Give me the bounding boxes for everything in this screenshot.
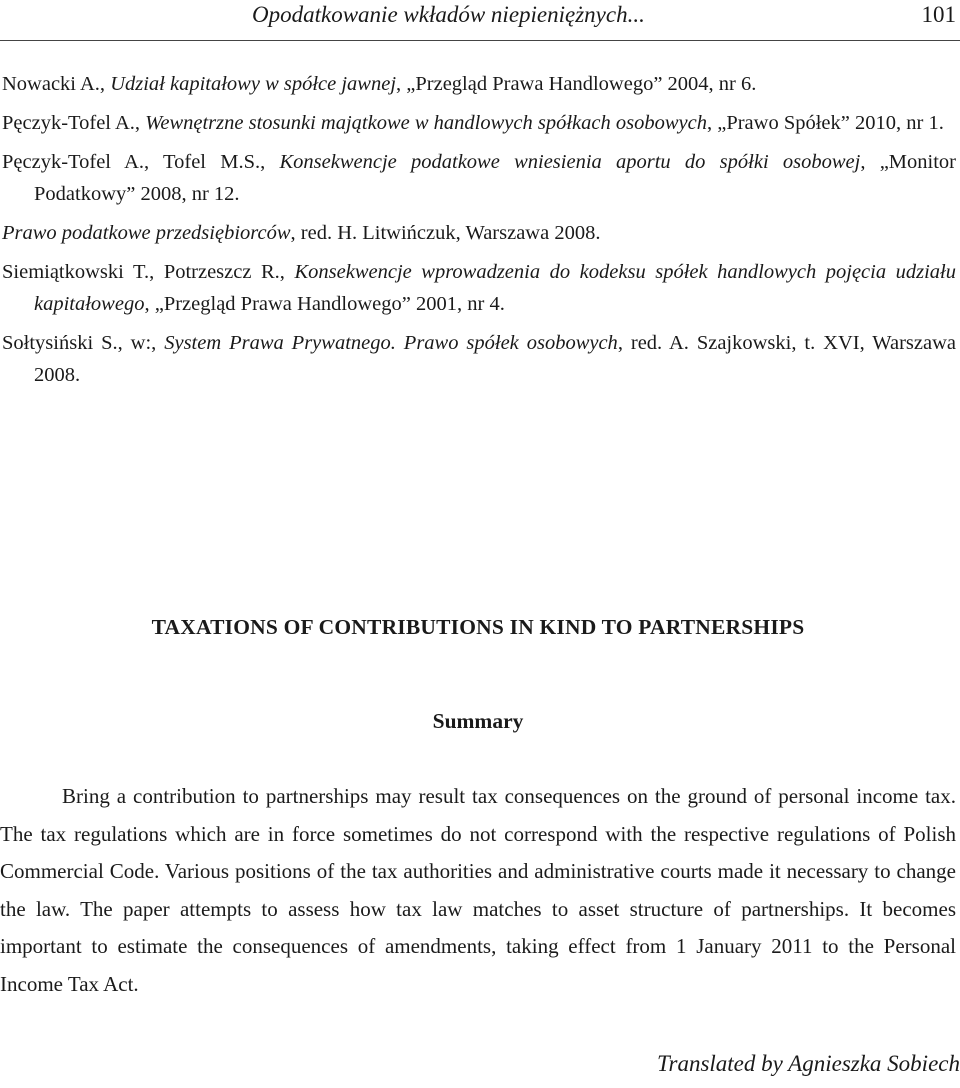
reference-title: Konsekwencje podatkowe wniesienia aportu do spółki osobowej [279,151,861,173]
reference-entry [0,256,956,320]
reference-author: Sołtysiński S., w:, [2,332,165,354]
reference-details: , „Przegląd Prawa Handlowego” 2001, nr 4. [144,293,505,315]
reference-title: System Prawa Prywatnego. Prawo spółek osobowych [164,332,618,354]
reference-title: Konsekwencje wprowadzenia do kodeksu spółek handlowych pojęcia udziału kapitałowego [34,261,956,315]
page-number: 101 [921,2,956,27]
reference-entry [0,146,956,210]
reference-author: Siemiątkowski T., Potrzeszcz R., [2,261,295,283]
reference-title: Udział kapitałowy w spółce jawnej [110,73,397,95]
running-title: Opodatkowanie wkładów niepieniężnych... [252,2,645,27]
summary-heading: Summary [432,709,524,733]
summary-title: TAXATIONS OF CONTRIBUTIONS IN KIND TO PARTNERSHIPS [151,615,805,639]
reference-title: Wewnętrzne stosunki majątkowe w handlowych spółkach osobowych [145,112,707,134]
running-header [0,0,960,41]
translator-credit: Translated by Agnieszka Sobiech [656,1051,960,1076]
reference-title: Prawo podatkowe przedsiębiorców [2,222,291,244]
reference-details: , red. A. Szajkowski, t. XVI, Warszawa 2008. [34,332,956,386]
reference-details: , red. H. Litwińczuk, Warszawa 2008. [290,222,601,244]
reference-author: Nowacki A., [2,73,111,95]
reference-author: Pęczyk-Tofel A., Tofel M.S., [2,151,280,173]
bibliography [0,68,956,398]
summary-body: Bring a contribution to partnerships may result tax consequences on the ground of personal income tax. The tax regulations which are in force sometimes do not correspond with the respective regulations of Polish Commercial Code. Various positions of the tax authorities and administrative courts made it necessary to change the law. The paper attempts to assess how tax law matches to asset structure of partnerships. It becomes important to estimate the consequences of amendments, taking effect from 1 January 2011 to the Personal Income Tax Act. [0,784,956,996]
reference-entry [0,327,956,391]
reference-entry [0,217,956,249]
english-summary [0,612,956,1003]
reference-details: , „Prawo Spółek” 2010, nr 1. [706,112,944,134]
reference-entry [0,68,956,100]
reference-details: , „Przegląd Prawa Handlowego” 2004, nr 6. [396,73,757,95]
reference-entry [0,107,956,139]
reference-details: , „Monitor Podatkowy” 2008, nr 12. [34,151,956,205]
reference-author: Pęczyk-Tofel A., [2,112,146,134]
